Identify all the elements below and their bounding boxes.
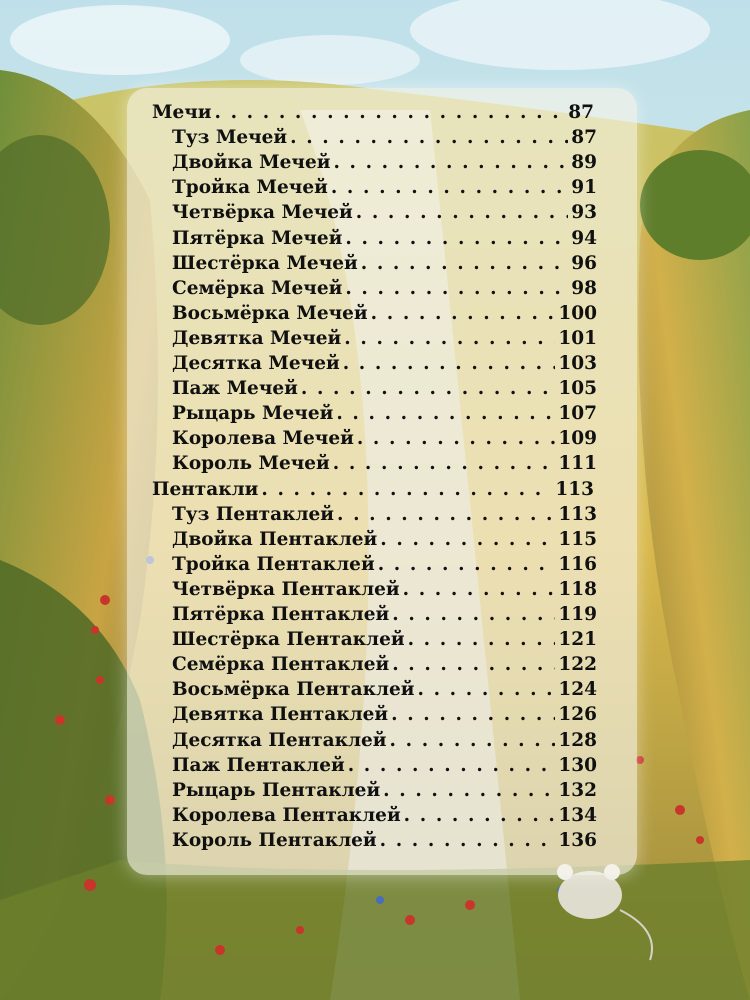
toc-entry[interactable] (172, 278, 597, 303)
toc-page-number: 93 (571, 202, 597, 224)
dot-leader (361, 253, 569, 274)
dot-leader (215, 102, 566, 123)
dot-leader (383, 780, 555, 801)
toc-entry[interactable] (172, 202, 597, 227)
toc-entry-title: Пятёрка Пентаклей (172, 604, 390, 625)
toc-entry-title: Король Мечей (172, 453, 330, 475)
toc-entry-title: Двойка Мечей (172, 152, 331, 174)
toc-entry-title: Паж Пентаклей (172, 754, 345, 776)
toc-page-number: 109 (558, 428, 597, 450)
dot-leader (356, 202, 568, 223)
toc-entry-title: Восьмёрка Пентаклей (172, 679, 415, 701)
dot-leader (380, 529, 555, 550)
toc-entry[interactable] (172, 177, 597, 202)
toc-entry[interactable] (172, 127, 597, 152)
dot-leader (261, 479, 552, 500)
toc-entry-title: Рыцарь Пентаклей (172, 779, 381, 801)
dot-leader (390, 730, 556, 751)
toc-entry[interactable] (172, 152, 597, 177)
toc-entry[interactable] (172, 579, 597, 604)
dot-leader (336, 403, 555, 424)
dot-leader (345, 278, 568, 299)
toc-entry[interactable] (172, 830, 597, 855)
dot-leader (391, 704, 555, 725)
toc-page-number: 101 (558, 327, 597, 349)
toc-entry-title: Паж Мечей (172, 378, 298, 400)
toc-entry[interactable] (172, 704, 597, 729)
toc-page-number: 126 (558, 704, 597, 726)
toc-entry[interactable] (172, 504, 597, 529)
dot-leader (378, 554, 556, 575)
toc-page-number: 113 (558, 503, 597, 525)
toc-entry-title: Семёрка Пентаклей (172, 654, 390, 676)
toc-page-number: 100 (558, 302, 597, 324)
toc-entry-title: Девятка Мечей (172, 327, 342, 349)
toc-entry[interactable] (172, 378, 597, 403)
toc-page-number: 134 (558, 804, 597, 826)
toc-entry[interactable] (172, 253, 597, 278)
toc-entry[interactable] (172, 228, 597, 253)
toc-entry-title: Пентакли (152, 478, 259, 500)
toc-entry[interactable] (172, 529, 597, 554)
toc-entry[interactable] (172, 805, 597, 830)
toc-entry[interactable] (172, 453, 597, 478)
dot-leader (380, 830, 556, 851)
toc-entry-title: Король Пентаклей (172, 829, 377, 851)
toc-entry[interactable] (172, 328, 597, 353)
toc-entry[interactable] (172, 554, 597, 579)
toc-page-number: 136 (558, 829, 597, 851)
dot-leader (331, 177, 568, 198)
toc-entry[interactable] (172, 428, 597, 453)
toc-section-entry[interactable] (152, 479, 594, 504)
toc-page-number: 107 (558, 403, 597, 425)
toc-page-number: 89 (571, 152, 597, 174)
toc-entry[interactable] (172, 629, 597, 654)
toc-entry[interactable] (172, 403, 597, 428)
toc-entry[interactable] (172, 604, 597, 629)
dot-leader (404, 805, 556, 826)
dot-leader (418, 679, 556, 700)
toc-page-number: 98 (571, 277, 597, 299)
toc-page-number: 122 (558, 654, 597, 676)
toc-page-number: 116 (558, 553, 597, 575)
dot-leader (357, 428, 556, 449)
toc-entry-title: Королева Мечей (172, 428, 354, 450)
toc-entry-title: Девятка Пентаклей (172, 704, 389, 726)
toc-entry-title: Восьмёрка Мечей (172, 302, 368, 324)
dot-leader (333, 152, 568, 173)
toc-page-number: 132 (558, 779, 597, 801)
toc-entry-title: Двойка Пентаклей (172, 528, 378, 550)
dot-leader (392, 604, 555, 625)
toc-entry-title: Четвёрка Пентаклей (172, 578, 400, 600)
toc-entry-title: Рыцарь Мечей (172, 403, 334, 425)
dot-leader (371, 303, 556, 324)
toc-page-number: 115 (558, 528, 597, 550)
dot-leader (408, 629, 556, 650)
toc-entry-title: Четвёрка Мечей (172, 202, 353, 224)
toc-page-number: 96 (571, 252, 597, 274)
toc-page-number: 124 (558, 679, 597, 701)
toc-entry[interactable] (172, 780, 597, 805)
toc-page-number: 119 (558, 604, 597, 625)
toc-entry[interactable] (172, 730, 597, 755)
toc-entry[interactable] (172, 303, 597, 328)
dot-leader (333, 453, 556, 474)
dot-leader (301, 378, 556, 399)
dot-leader (343, 353, 556, 374)
toc-section-entry[interactable] (152, 102, 594, 127)
toc-page-number: 94 (571, 227, 597, 249)
dot-leader (348, 755, 556, 776)
toc-entry-title: Пятёрка Мечей (172, 227, 343, 249)
toc-entry-title: Шестёрка Мечей (172, 252, 358, 274)
toc-entry[interactable] (172, 654, 597, 679)
toc-entry-title: Шестёрка Пентаклей (172, 629, 405, 651)
toc-page-number: 91 (571, 177, 597, 199)
toc-page-number: 118 (558, 578, 597, 600)
toc-page-number: 130 (558, 754, 597, 776)
toc-page-number: 87 (571, 127, 597, 149)
toc-page-number: 121 (558, 629, 597, 651)
dot-leader (345, 228, 568, 249)
toc-page-number: 111 (558, 453, 597, 475)
toc-entry[interactable] (172, 353, 597, 378)
dot-leader (392, 654, 555, 675)
dot-leader (337, 504, 555, 525)
toc-entry-title: Семёрка Мечей (172, 277, 343, 299)
toc-entry-title: Мечи (152, 102, 212, 123)
toc-entry[interactable] (172, 755, 597, 780)
toc-page-number: 105 (558, 378, 597, 400)
toc-entry-title: Тройка Мечей (172, 177, 328, 199)
toc-page-number: 128 (558, 729, 597, 751)
toc-page-number: 103 (558, 353, 597, 374)
dot-leader (344, 328, 555, 349)
dot-leader (290, 127, 568, 148)
toc-entry-title: Тройка Пентаклей (172, 553, 375, 575)
toc-page-number: 113 (555, 478, 594, 500)
toc-entry-title: Десятка Мечей (172, 353, 340, 374)
toc-page-number: 87 (568, 102, 594, 123)
toc-entry[interactable] (172, 679, 597, 704)
toc-entry-title: Десятка Пентаклей (172, 729, 387, 751)
dot-leader (403, 579, 556, 600)
toc-entry-title: Туз Пентаклей (172, 503, 334, 525)
toc-entry-title: Туз Мечей (172, 127, 288, 149)
toc-entry-title: Королева Пентаклей (172, 804, 401, 826)
